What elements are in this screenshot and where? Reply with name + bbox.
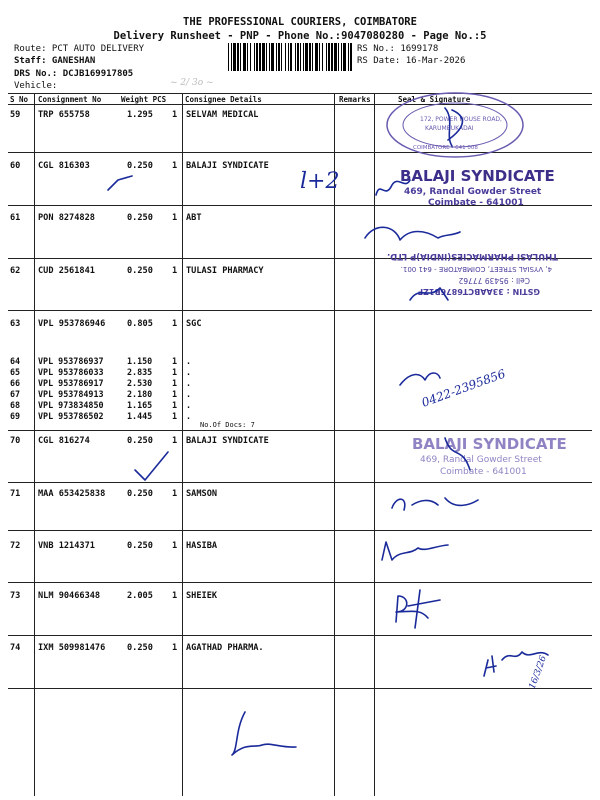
row-consignee: .: [186, 367, 192, 377]
row-sno: 66: [10, 378, 21, 388]
tick-mark: [108, 176, 132, 190]
stamp-line: 172, POWER HOUSE ROAD,: [420, 116, 502, 123]
row-consignee: BALAJI SYNDICATE: [186, 436, 269, 446]
balaji-stamp-name: BALAJI SYNDICATE: [412, 435, 567, 453]
balaji-stamp-city: Coimbate - 641001: [428, 198, 524, 208]
balaji-stamp-street: 469, Randal Gowder Street: [404, 187, 542, 197]
row-sno: 61: [10, 213, 21, 223]
row-consignment: VPL 953786033: [38, 367, 104, 377]
row-weight: 0.250: [127, 266, 153, 276]
row-pcs: 1: [172, 400, 178, 410]
col-header-consignment: Consignment No: [38, 95, 102, 104]
row-weight: 0.250: [127, 541, 153, 551]
row-sno: 64: [10, 356, 21, 366]
row-consignee: SHEIEK: [186, 591, 218, 601]
row-sno: 70: [10, 436, 21, 446]
row-weight: 0.250: [127, 489, 153, 499]
row-weight: 2.530: [127, 378, 153, 388]
row-consignment: VPL 953786917: [38, 378, 104, 388]
col-header-sno: S No: [10, 95, 29, 104]
row-consignment: VNB 1214371: [38, 541, 95, 551]
row-consignee: .: [186, 400, 192, 410]
row-sno: 69: [10, 411, 21, 421]
row-sno: 72: [10, 541, 21, 551]
row-consignee: .: [186, 411, 192, 421]
vehicle-label: Vehicle:: [14, 81, 58, 91]
round-stamp: [387, 93, 523, 157]
row-pcs: 1: [172, 213, 178, 223]
row-pcs: 1: [172, 411, 178, 421]
row-pcs: 1: [172, 161, 178, 171]
stamp-line: COIMBATORE - 641 008: [413, 145, 478, 151]
row-pcs: 1: [172, 643, 178, 653]
row-consignment: CGL 816274: [38, 436, 90, 446]
date-note: 16/3/26: [527, 654, 549, 691]
row-consignee: BALAJI SYNDICATE: [186, 161, 269, 171]
row-consignee: HASIBA: [186, 541, 218, 551]
row-consignment: VPL 953784913: [38, 389, 104, 399]
col-header-seal: Seal & Signature: [398, 95, 471, 104]
row-pcs: 1: [172, 367, 178, 377]
row-weight: 1.295: [127, 110, 153, 120]
balaji-stamp-street: 469, Randal Gowder Street: [420, 455, 542, 465]
row-consignee: SGC: [186, 319, 202, 329]
row-consignee: .: [186, 378, 192, 388]
row-weight: 0.250: [127, 643, 153, 653]
balaji-stamp-name: BALAJI SYNDICATE: [400, 167, 555, 185]
signature-73: [396, 590, 440, 628]
row-consignment: CUD 2561841: [38, 266, 95, 276]
row-consignment: VPL 973834850: [38, 400, 104, 410]
row-weight: 2.180: [127, 389, 153, 399]
staff-signature: [232, 712, 296, 755]
signature-72: [382, 542, 448, 560]
row-pcs: 1: [172, 266, 178, 276]
row-pcs: 1: [172, 591, 178, 601]
row-weight: 1.445: [127, 411, 153, 421]
signature-63: [400, 373, 440, 385]
row-sno: 62: [10, 266, 21, 276]
balaji-stamp-city: Coimbate - 641001: [440, 467, 527, 477]
row-weight: 0.250: [127, 436, 153, 446]
row-sno: 60: [10, 161, 21, 171]
row-pcs: 1: [172, 436, 178, 446]
row-pcs: 1: [172, 489, 178, 499]
row-consignment: NLM 90466348: [38, 591, 101, 601]
row-consignee: .: [186, 389, 192, 399]
row-consignee: .: [186, 356, 192, 366]
row-pcs: 1: [172, 319, 178, 329]
drs-number: DRS No.: DCJB169917805: [14, 69, 134, 79]
col-header-remarks: Remarks: [339, 95, 371, 104]
tulasi-gstin: GSTIN : 33AABCT6876B1ZF: [417, 287, 540, 296]
runsheet-subtitle: Delivery Runsheet - PNP - Phone No.:9047080280 - Page No.:5: [113, 30, 487, 42]
company-title: THE PROFESSIONAL COURIERS, COIMBATORE: [183, 16, 417, 28]
row-weight: 1.150: [127, 356, 153, 366]
row-pcs: 1: [172, 389, 178, 399]
row-pcs: 1: [172, 378, 178, 388]
rs-date: RS Date: 16-Mar-2026: [357, 56, 466, 66]
tulasi-street: 4, VYSIAL STREET, COIMBATORE - 641 001.: [400, 265, 552, 273]
row-consignment: VPL 953786946: [38, 319, 106, 329]
handwritten-note: l+2: [300, 169, 340, 194]
signature-61: [365, 227, 460, 240]
row-sno: 71: [10, 489, 21, 499]
row-consignee: TULASI PHARMACY: [186, 266, 264, 276]
row-sno: 73: [10, 591, 21, 601]
col-header-weight-pcs: Weight PCS: [121, 95, 167, 104]
row-consignment: IXM 509981476: [38, 643, 106, 653]
row-pcs: 1: [172, 110, 178, 120]
row-consignee: AGATHAD PHARMA.: [186, 643, 264, 653]
row-consignee: SELVAM MEDICAL: [186, 110, 259, 120]
row-weight: 1.165: [127, 400, 153, 410]
row-sno: 63: [10, 319, 21, 329]
row-weight: 0.250: [127, 213, 153, 223]
faint-scribble: ~ 2/ 3o ~: [170, 78, 214, 88]
row-sno: 74: [10, 643, 21, 653]
row-consignee: ABT: [186, 213, 202, 223]
row-consignment: TRP 655758: [38, 110, 90, 120]
stamp-line: KARUMBUKADAI: [425, 125, 474, 132]
tulasi-cell: Cell : 95439 77762: [458, 276, 530, 285]
row-consignment: MAA 653425838: [38, 489, 106, 499]
phone-note: 0422-2395856: [419, 366, 508, 410]
route-label: Route: PCT AUTO DELIVERY: [14, 44, 145, 54]
row-pcs: 1: [172, 541, 178, 551]
tick-mark: [135, 452, 168, 480]
row-sno: 68: [10, 400, 21, 410]
row-consignment: PON 8274828: [38, 213, 95, 223]
row-consignee: SAMSON: [186, 489, 218, 499]
row-weight: 0.250: [127, 161, 153, 171]
col-header-consignee: Consignee Details: [185, 95, 262, 104]
row-weight: 0.805: [127, 319, 153, 329]
row-sno: 65: [10, 367, 21, 377]
row-weight: 2.835: [127, 367, 153, 377]
tulasi-name: THULASI PHARMACIES(INDIA)P LTD.: [386, 251, 558, 261]
docs-count: No.Of Docs: 7: [200, 421, 255, 429]
row-consignment: CGL 816303: [38, 161, 90, 171]
signature-71: [392, 498, 478, 510]
row-consignment: VPL 953786502: [38, 411, 104, 421]
tulasi-stamp: [387, 251, 558, 296]
row-sno: 59: [10, 110, 21, 120]
row-sno: 67: [10, 389, 21, 399]
row-weight: 2.005: [127, 591, 153, 601]
row-consignment: VPL 953786937: [38, 356, 104, 366]
row-pcs: 1: [172, 356, 178, 366]
rs-number: RS No.: 1699178: [357, 44, 439, 54]
staff-label: Staff: GANESHAN: [14, 56, 96, 66]
